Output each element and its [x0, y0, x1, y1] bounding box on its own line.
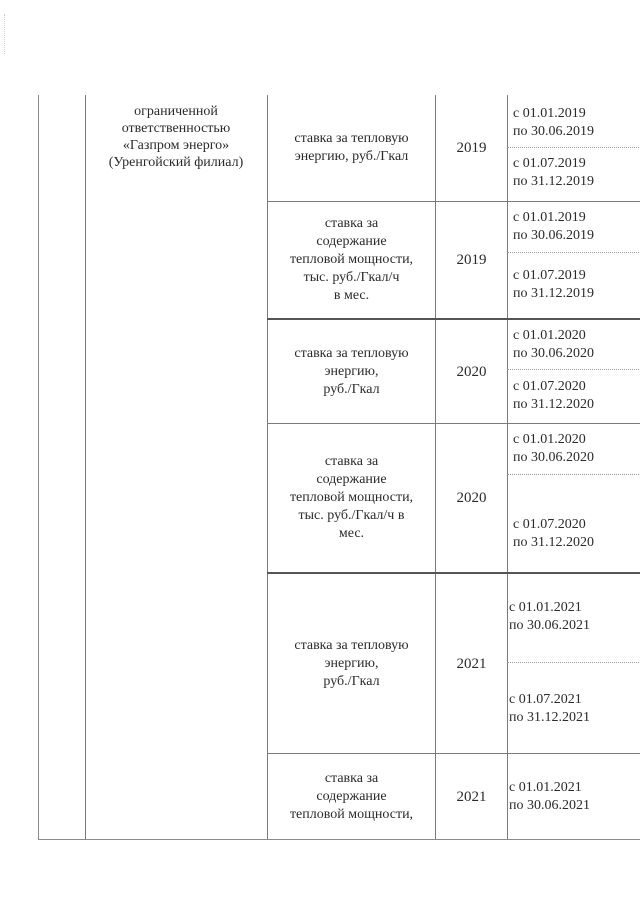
year-cell: 2020	[456, 363, 487, 380]
period-cell: с 01.01.2020 по 30.06.2020	[513, 328, 594, 361]
organization-name: ограниченной ответственностью «Газпром энерго» (Уренгойский филиал)	[108, 104, 244, 170]
year-cell: 2019	[456, 252, 487, 268]
period-divider	[507, 252, 640, 253]
rate-cell: ставка за содержание тепловой мощности,	[289, 770, 414, 822]
scan-artifact	[4, 14, 11, 54]
column-divider	[507, 95, 508, 839]
period-cell: с 01.07.2021 по 31.12.2021	[509, 692, 590, 725]
rate-cell: ставка за тепловую энергию, руб./Гкал	[294, 131, 409, 164]
period-divider	[507, 662, 640, 663]
column-divider	[85, 95, 86, 839]
period-cell: с 01.01.2019 по 30.06.2019	[513, 106, 594, 139]
year-cell: 2020	[456, 490, 487, 506]
period-cell: с 01.01.2019 по 30.06.2019	[513, 210, 594, 243]
period-divider	[507, 369, 640, 370]
year-cell: 2021	[456, 788, 487, 805]
period-cell: с 01.07.2020 по 31.12.2020	[513, 517, 594, 550]
period-divider	[507, 474, 640, 475]
rate-cell: ставка за содержание тепловой мощности, тыс. руб./Гкал/ч в мес.	[289, 454, 414, 541]
rate-cell: ставка за тепловую энергию, руб./Гкал	[294, 345, 409, 397]
rate-cell: ставка за тепловую энергию, руб./Гкал	[294, 637, 409, 689]
period-cell: с 01.01.2020 по 30.06.2020	[513, 432, 594, 465]
tariff-table	[38, 95, 640, 840]
year-cell: 2019	[456, 140, 487, 156]
period-cell: с 01.01.2021 по 30.06.2021	[509, 600, 590, 633]
period-cell: с 01.07.2020 по 31.12.2020	[513, 379, 594, 412]
year-cell: 2021	[456, 655, 487, 672]
rate-cell: ставка за содержание тепловой мощности, тыс. руб./Гкал/ч в мес.	[289, 216, 414, 303]
period-divider	[507, 147, 640, 148]
period-cell: с 01.07.2019 по 31.12.2019	[513, 156, 594, 189]
period-cell: с 01.01.2021 по 30.06.2021	[509, 780, 590, 813]
period-cell: с 01.07.2019 по 31.12.2019	[513, 268, 594, 301]
